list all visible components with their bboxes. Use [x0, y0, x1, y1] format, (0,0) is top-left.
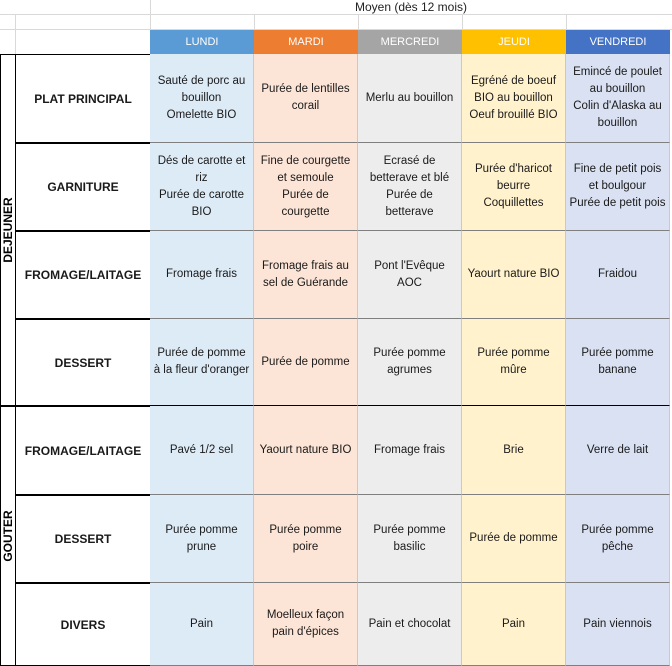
menu-cell: Pain viennois [566, 583, 670, 666]
section-label: DEJEUNER [1, 197, 15, 263]
menu-cell: Pain [150, 583, 254, 666]
grid-line [358, 14, 359, 30]
menu-cell: Pain et chocolat [358, 583, 462, 666]
menu-cell: Merlu au bouillon [358, 54, 462, 143]
grid-line [0, 14, 672, 15]
menu-cell: Dés de carotte et riz Purée de carotte BIO [150, 143, 254, 231]
menu-cell: Fraidou [566, 231, 670, 319]
menu-cell: Moelleux façon pain d'épices [254, 583, 358, 666]
row-label-plat-principal: PLAT PRINCIPAL [15, 54, 150, 143]
row-label-dessert: DESSERT [15, 319, 150, 406]
section-label: GOUTER [1, 510, 15, 562]
menu-cell: Purée pomme banane [566, 319, 670, 406]
row-label-dessert: DESSERT [15, 495, 150, 583]
grid-line [462, 14, 463, 30]
menu-cell: Egréné de boeuf BIO au bouillon Oeuf brouillé BIO [462, 54, 566, 143]
menu-cell: Emincé de poulet au bouillon Colin d'Alaska au bouillon [566, 54, 670, 143]
menu-cell: Purée d'haricot beurre Coquillettes [462, 143, 566, 231]
menu-cell: Fine de petit pois et boulgour Purée de petit pois [566, 143, 670, 231]
menu-cell: Purée pomme agrumes [358, 319, 462, 406]
menu-cell: Fromage frais [150, 231, 254, 319]
menu-cell: Pont l'Evêque AOC [358, 231, 462, 319]
menu-cell: Purée pomme poire [254, 495, 358, 583]
grid-line [254, 14, 255, 30]
menu-cell: Purée de pomme à la fleur d'oranger [150, 319, 254, 406]
menu-cell: Pain [462, 583, 566, 666]
day-header-jeudi: JEUDI [462, 30, 567, 54]
row-label-fromage-laitage: FROMAGE/LAITAGE [15, 406, 150, 495]
menu-cell: Ecrasé de betterave et blé Purée de betterave [358, 143, 462, 231]
menu-cell: Purée pomme mûre [462, 319, 566, 406]
menu-cell: Yaourt nature BIO [462, 231, 566, 319]
day-header-mardi: MARDI [254, 30, 359, 54]
grid-line [15, 14, 16, 54]
section-gouter [0, 406, 15, 666]
day-header-vendredi: VENDREDI [566, 30, 671, 54]
menu-cell: Purée de pomme [462, 495, 566, 583]
grid-line [566, 14, 567, 30]
menu-title: Moyen (dès 12 mois) [354, 0, 468, 14]
menu-cell: Fine de courgette et semoule Purée de courgette [254, 143, 358, 231]
menu-cell: Verre de lait [566, 406, 670, 495]
row-label-garniture: GARNITURE [15, 143, 150, 231]
menu-cell: Pavé 1/2 sel [150, 406, 254, 495]
day-header-lundi: LUNDI [150, 30, 255, 54]
menu-cell: Purée pomme prune [150, 495, 254, 583]
menu-cell: Sauté de porc au bouillon Omelette BIO [150, 54, 254, 143]
menu-cell: Purée de lentilles corail [254, 54, 358, 143]
menu-cell: Yaourt nature BIO [254, 406, 358, 495]
menu-cell: Fromage frais au sel de Guérande [254, 231, 358, 319]
menu-cell: Purée pomme basilic [358, 495, 462, 583]
menu-cell: Brie [462, 406, 566, 495]
day-header-mercredi: MERCREDI [358, 30, 463, 54]
row-label-divers: DIVERS [15, 583, 150, 666]
section-dejeuner [0, 54, 15, 406]
menu-cell: Fromage frais [358, 406, 462, 495]
menu-cell: Purée de pomme [254, 319, 358, 406]
menu-cell: Purée pomme pêche [566, 495, 670, 583]
row-label-fromage-laitage: FROMAGE/LAITAGE [15, 231, 150, 319]
